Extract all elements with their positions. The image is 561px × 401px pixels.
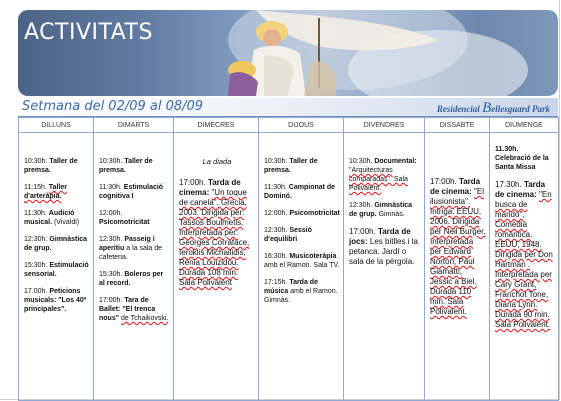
wednesday-cell [174,133,259,401]
activity-desc: Gimnàs. [378,211,405,218]
list-item [99,296,170,323]
activity-time: 17:00h. [349,227,376,236]
activity-title: Tarda de música [264,279,318,295]
activity-title: Estimulació sensorial. [24,262,89,278]
activities-row [19,133,559,401]
sunday-cell [490,133,559,401]
list-item [24,235,90,253]
activity-title: Taller de premsa. [24,158,78,174]
friday-cell [344,133,425,401]
day-header-monday: DILLUNS [19,118,94,133]
page-title: ACTIVITATS [24,20,153,45]
activity-time: 17.00h. [24,288,48,295]
activity-desc: "El ilusionista". Intriga. EEUU, 2006. Dirigida per Neil Burger. Interpretada per Edward Norton, Paul Giamatti, Jessic a Biel. Durada 110 min. Sala Polivalent. [430,187,486,316]
list-item [495,180,555,330]
activity-time: 15:30h. [99,271,123,278]
brand-prefix: Residencial [436,104,480,114]
list-item [99,270,170,288]
list-item [264,226,340,244]
activity-title: Gimnàstica de grup. [349,202,413,218]
activity-time: 10:30h. [24,158,48,165]
activity-title: Tarda de cinema: [179,178,241,197]
day-header-saturday: DISSABTE [425,118,490,133]
list-item [179,178,255,288]
list-item [264,252,340,270]
activity-desc: "En busca de marido", Comèdia romàntica. EEUU, 1948. Dirigida per Don Hartman . Interpretada per Cary Grant, Franchot Tone, Diana Lynn. Durada 90 min. Sala Polivalent. [495,190,553,329]
list-item [99,157,170,175]
day-header-row [19,118,559,133]
list-item [349,227,421,267]
brand-logo [437,100,550,117]
activity-time: 12:30h. [24,236,48,243]
activity-title: Taller de premsa. [264,158,318,174]
activity-desc: a la sala de cafeteria. [99,245,163,261]
activity-title: Gimnàstica de grup. [24,236,88,252]
day-header-friday: DIVENDRES [344,118,425,133]
list-item [349,157,421,193]
list-item [495,145,555,172]
activity-title: Audició musical. [24,210,75,226]
list-item [24,261,90,279]
brand-rest: ellesguard Park [491,104,550,114]
activity-time: 17:00h. [179,178,206,187]
schedule-table [18,117,559,401]
activity-title: Taller d'arteràpia. [24,184,67,200]
list-item [430,177,486,317]
activity-desc: "Arquitecturas comparadas". Sala Polivalent. [349,167,408,192]
activity-time: 10:30h. [99,158,123,165]
activity-desc: (Vivaldi) [53,219,80,226]
list-item [99,209,170,227]
activity-desc: "Un toque de canela". Grecia, 2003. Dirigida per: Tassos Boulmetis. Interpretada per: Georges Corraface, Ieroklis Michailidis, Renia Louizidou. Durada 108 min. Sala Polivalent [179,188,250,287]
activity-time: 15:30h. [24,262,48,269]
list-item [24,287,90,314]
activity-time: 12:30h. [264,227,288,234]
list-item [264,183,340,201]
holiday-label: La diada [202,157,232,166]
list-item [349,201,421,219]
activity-title: Celebració de la Santa Missa [495,155,549,171]
list-item [264,209,340,218]
brand-initial: B [482,100,492,116]
activity-time: 17:00h. [430,177,457,186]
activity-title: Psicomotricitat [289,210,340,217]
activity-title: Estimulació cognitiva I [99,184,164,200]
activity-time: 17:15h. [264,279,288,286]
activity-time: 11:15h. [24,184,47,191]
activity-time: 10:30h. [264,158,288,165]
list-item [99,235,170,262]
header-banner [18,10,558,96]
list-item [99,183,170,201]
list-item [264,278,340,305]
activity-time: 11:30h. [24,210,47,217]
activity-desc: amb el Ramon. Sala TV. [264,262,340,269]
activity-title: Peticions musicals: "Los 40º principales". [24,288,87,313]
activity-desc: de Tchaikovski. [121,315,169,322]
activity-title: Tarda de cinema: [430,177,481,196]
activity-title: Boleros per al record. [99,271,164,287]
list-item [24,209,90,227]
activity-time: 12:00h. [99,210,123,217]
activity-time: 11:30h. [264,184,287,191]
activity-time: 10:30h. [349,158,373,165]
activity-time: 12:00h. [264,210,288,217]
day-header-wednesday: DIMECRES [174,118,259,133]
list-item [264,157,340,175]
activity-time: 16:30h. [264,253,288,260]
activity-title: Sessió d'equilibri [264,227,312,243]
activity-title: Documental: [374,158,417,165]
activity-time: 12:30h. [349,202,373,209]
activity-title: Musicoteràpia [289,253,337,260]
activity-title: Tara de Ballet: "El trenca nous" [99,297,156,322]
day-header-tuesday: DIMARTS [94,118,174,133]
week-label: Setmana del 02/09 al 08/09 [22,99,204,114]
activity-time: 17.30h. [495,180,522,189]
activity-title: Tarda de cinema: [495,180,546,199]
activity-desc: Les bitlles i la petanca. Jardí o sala de la pèrgola. [349,237,418,266]
list-item [24,157,90,175]
activity-title: Psicomotricitat [99,219,150,226]
monday-cell [19,133,94,401]
activity-time: 12:30h. [99,236,123,243]
day-header-thursday: DIJOUS [259,118,344,133]
saturday-cell [425,133,490,401]
list-item [24,183,90,201]
activity-time: 17:00h. [99,297,123,304]
tuesday-cell [94,133,174,401]
activity-title: Passeig i aperitiu [99,236,155,252]
day-header-sunday: DIUMENGE [490,118,559,133]
activity-title: Tarda de jocs: [349,227,411,246]
activity-title: Campionat de Dominó. [264,184,336,200]
thursday-cell [259,133,344,401]
activity-desc: amb el Ramon. Gimnàs. [264,288,338,304]
activity-time: 11:30h. [99,184,122,191]
week-bar [18,98,558,117]
activity-time: 11.30h. [495,146,519,153]
activity-title: Taller de premsa. [99,158,153,174]
